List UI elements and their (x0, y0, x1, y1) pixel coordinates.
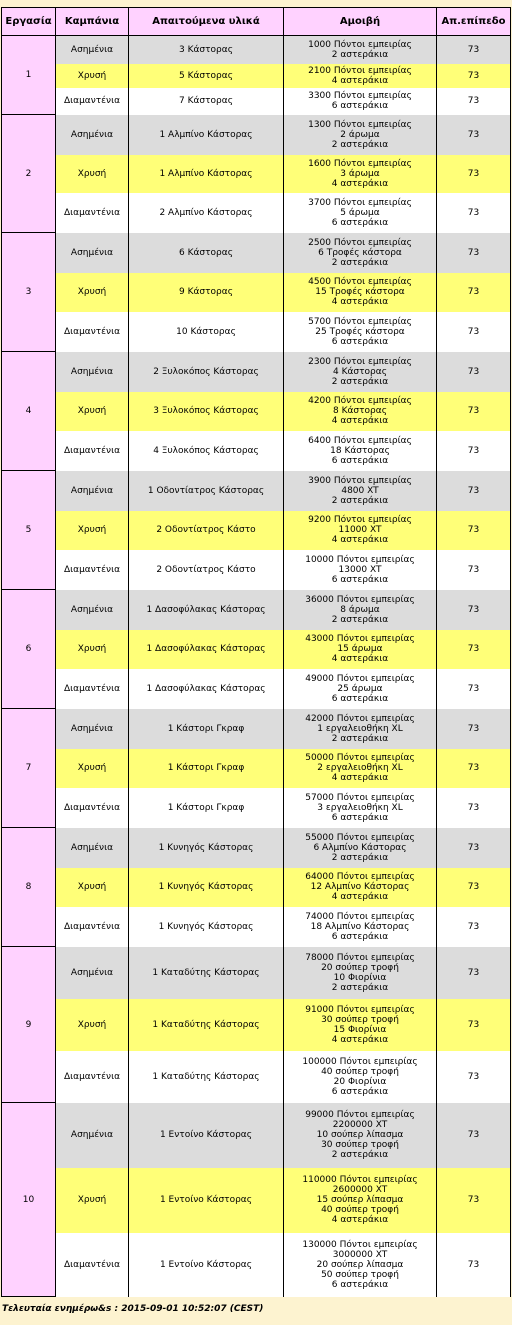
level-cell: 73 (437, 431, 511, 471)
reward-cell (284, 36, 437, 64)
reward-cell (284, 431, 437, 471)
quest-table (1, 7, 511, 1297)
level-cell: 73 (437, 999, 511, 1051)
campaign-cell: Διαμαντένια (56, 907, 129, 947)
table-row (2, 88, 511, 115)
reward-cell (284, 999, 437, 1051)
campaign-cell: Ασημένια (56, 1103, 129, 1168)
reward-line: 20 σούπερ λίπασμα (316, 1259, 404, 1270)
campaign-cell: Χρυσή (56, 155, 129, 193)
table-row (2, 312, 511, 352)
last-updated: Τελευταία ενημέρω&s : 2015-09-01 10:52:07 (CEST) (2, 1304, 264, 1314)
reward-line: 4200 Πόντοι εμπειρίας (308, 396, 412, 406)
table-row (2, 392, 511, 431)
reward-cell (284, 1168, 437, 1233)
reward-line: 15 Φιορίνια (333, 1024, 387, 1035)
reward-line: 6 αστεράκια (331, 1279, 389, 1290)
reward-line: 4 αστεράκια (331, 773, 389, 783)
reward-line: 6 αστεράκια (331, 574, 389, 585)
reward-line: 2 αστεράκια (331, 733, 389, 744)
reward-line: 49000 Πόντοι εμπειρίας (305, 673, 415, 684)
level-cell: 73 (437, 392, 511, 431)
reward-cell (284, 273, 437, 312)
reward-line: 8 Κάστορας (333, 406, 387, 416)
reward-line: 8 άρωμα (340, 604, 380, 615)
level-cell: 73 (437, 1168, 511, 1233)
reward-line: 6 αστεράκια (331, 1086, 389, 1097)
reward-line: 2 άρωμα (340, 129, 380, 140)
campaign-cell: Χρυσή (56, 64, 129, 88)
materials-cell: 1 Κάστορι Γκραφ (129, 709, 284, 749)
table-row (2, 907, 511, 947)
task-number: 4 (2, 352, 56, 471)
reward-cell (284, 709, 437, 749)
materials-cell: 1 Δασοφύλακας Κάστορας (129, 669, 284, 709)
campaign-cell: Χρυσή (56, 273, 129, 312)
reward-line: 20 Φιορίνια (333, 1076, 387, 1087)
table-row (2, 1103, 511, 1168)
level-cell: 73 (437, 88, 511, 115)
reward-line: 10 Φιορίνια (333, 972, 387, 983)
reward-line: 100000 Πόντοι εμπειρίας (302, 1056, 418, 1067)
level-cell: 73 (437, 1051, 511, 1103)
materials-cell: 2 Αλμπίνο Κάστορας (129, 193, 284, 233)
table-row (2, 193, 511, 233)
reward-line: 78000 Πόντοι εμπειρίας (305, 952, 415, 963)
header-reward: Αμοιβή (284, 8, 437, 36)
campaign-cell: Ασημένια (56, 709, 129, 749)
task-number: 1 (2, 36, 56, 115)
reward-cell (284, 471, 437, 511)
materials-cell: 1 Δασοφύλακας Κάστορας (129, 590, 284, 630)
reward-line: 3900 Πόντοι εμπειρίας (308, 475, 412, 486)
reward-line: 2 αστεράκια (331, 614, 389, 625)
reward-line: 74000 Πόντοι εμπειρίας (305, 911, 415, 922)
materials-cell: 1 Κυνηγός Κάστορας (129, 828, 284, 868)
campaign-cell: Ασημένια (56, 352, 129, 392)
level-cell: 73 (437, 630, 511, 669)
reward-line: 18 Κάστορας (330, 445, 390, 456)
reward-line: 4 αστεράκια (331, 297, 389, 307)
materials-cell: 1 Καταδύτης Κάστορας (129, 999, 284, 1051)
level-cell: 73 (437, 115, 511, 155)
reward-line: 4 αστεράκια (331, 1034, 389, 1045)
reward-line: 10 σούπερ λίπασμα (316, 1130, 404, 1140)
level-cell: 73 (437, 590, 511, 630)
table-row (2, 233, 511, 273)
table-row (2, 999, 511, 1051)
reward-line: 50000 Πόντοι εμπειρίας (305, 753, 415, 763)
campaign-cell: Ασημένια (56, 590, 129, 630)
reward-cell (284, 115, 437, 155)
materials-cell: 2 Οδοντίατρος Κάστο (129, 511, 284, 550)
reward-line: 4 αστεράκια (331, 178, 389, 189)
campaign-cell: Χρυσή (56, 749, 129, 788)
table-row (2, 788, 511, 828)
materials-cell: 1 Καταδύτης Κάστορας (129, 947, 284, 999)
level-cell: 73 (437, 193, 511, 233)
level-cell: 73 (437, 868, 511, 907)
materials-cell: 2 Ξυλοκόπος Κάστορας (129, 352, 284, 392)
materials-cell: 1 Εντοίνο Κάστορας (129, 1103, 284, 1168)
materials-cell: 1 Οδοντίατρος Κάστορας (129, 471, 284, 511)
reward-line: 13000 XT (338, 564, 382, 575)
reward-cell (284, 669, 437, 709)
reward-line: 2 αστεράκια (331, 852, 389, 863)
reward-cell (284, 392, 437, 431)
reward-line: 4 αστεράκια (331, 535, 389, 545)
reward-cell (284, 1051, 437, 1103)
level-cell: 73 (437, 669, 511, 709)
reward-cell (284, 868, 437, 907)
level-cell: 73 (437, 312, 511, 352)
materials-cell: 1 Εντοίνο Κάστορας (129, 1233, 284, 1297)
reward-cell (284, 88, 437, 115)
table-row (2, 709, 511, 749)
reward-line: 40 σούπερ τροφή (321, 1205, 399, 1215)
task-number: 10 (2, 1103, 56, 1297)
reward-line: 2 αστεράκια (331, 376, 389, 387)
reward-line: 6 αστεράκια (331, 812, 389, 823)
materials-cell: 1 Δασοφύλακας Κάστορας (129, 630, 284, 669)
level-cell: 73 (437, 155, 511, 193)
reward-line: 6 αστεράκια (331, 336, 389, 347)
reward-line: 1000 Πόντοι εμπειρίας (308, 39, 412, 50)
campaign-cell: Χρυσή (56, 511, 129, 550)
campaign-cell: Ασημένια (56, 233, 129, 273)
materials-cell: 1 Καταδύτης Κάστορας (129, 1051, 284, 1103)
reward-line: 4 αστεράκια (331, 892, 389, 902)
materials-cell: 1 Κυνηγός Κάστορας (129, 868, 284, 907)
level-cell: 73 (437, 511, 511, 550)
reward-line: 42000 Πόντοι εμπειρίας (305, 713, 415, 724)
reward-line: 15 σούπερ λίπασμα (316, 1195, 404, 1205)
reward-line: 64000 Πόντοι εμπειρίας (305, 872, 415, 882)
table-row (2, 550, 511, 590)
reward-line: 4 αστεράκια (331, 1215, 389, 1225)
reward-line: 30 σούπερ τροφή (321, 1014, 399, 1025)
campaign-cell: Διαμαντένια (56, 88, 129, 115)
reward-line: 5700 Πόντοι εμπειρίας (308, 316, 412, 327)
reward-line: 2 αστεράκια (331, 257, 389, 268)
header-row (2, 8, 511, 36)
materials-cell: 3 Ξυλοκόπος Κάστορας (129, 392, 284, 431)
table-row (2, 431, 511, 471)
reward-line: 2 αστεράκια (331, 982, 389, 993)
header-materials: Απαιτούμενα υλικά (129, 8, 284, 36)
reward-line: 2 εργαλειοθήκη XL (317, 763, 403, 773)
reward-cell (284, 233, 437, 273)
reward-line: 4 αστεράκια (331, 654, 389, 664)
table-row (2, 36, 511, 64)
table-row (2, 1051, 511, 1103)
level-cell: 73 (437, 273, 511, 312)
header-level: Απ.επίπεδο (437, 8, 511, 36)
table-row (2, 273, 511, 312)
materials-cell: 4 Ξυλοκόπος Κάστορας (129, 431, 284, 471)
reward-line: 2 αστεράκια (331, 139, 389, 150)
reward-line: 6 αστεράκια (331, 217, 389, 228)
level-cell: 73 (437, 749, 511, 788)
campaign-cell: Χρυσή (56, 630, 129, 669)
campaign-cell: Ασημένια (56, 115, 129, 155)
reward-line: 4 αστεράκια (331, 416, 389, 426)
reward-cell (284, 193, 437, 233)
reward-line: 6 αστεράκια (331, 931, 389, 942)
table-row (2, 630, 511, 669)
campaign-cell: Ασημένια (56, 828, 129, 868)
reward-line: 4500 Πόντοι εμπειρίας (308, 277, 412, 287)
reward-line: 25 άρωμα (337, 683, 383, 694)
table-row (2, 352, 511, 392)
reward-cell (284, 947, 437, 999)
table-row (2, 1168, 511, 1233)
campaign-cell: Διαμαντένια (56, 431, 129, 471)
reward-line: 40 σούπερ τροφή (321, 1066, 399, 1077)
reward-line: 3000000 XT (332, 1249, 388, 1260)
campaign-cell: Ασημένια (56, 947, 129, 999)
table-row (2, 511, 511, 550)
table-row (2, 115, 511, 155)
reward-line: 2500 Πόντοι εμπειρίας (308, 237, 412, 248)
reward-line: 3 εργαλειοθήκη XL (317, 802, 403, 813)
reward-cell (284, 155, 437, 193)
materials-cell: 6 Κάστορας (129, 233, 284, 273)
materials-cell: 10 Κάστορας (129, 312, 284, 352)
quest-body (2, 36, 511, 1297)
reward-line: 91000 Πόντοι εμπειρίας (305, 1004, 415, 1015)
campaign-cell: Διαμαντένια (56, 669, 129, 709)
reward-line: 6 Αλμπίνο Κάστορας (313, 842, 407, 853)
reward-line: 36000 Πόντοι εμπειρίας (305, 594, 415, 605)
materials-cell: 7 Κάστορας (129, 88, 284, 115)
table-row (2, 64, 511, 88)
reward-line: 2600000 XT (332, 1185, 388, 1195)
reward-cell (284, 312, 437, 352)
task-number: 8 (2, 828, 56, 947)
task-number: 3 (2, 233, 56, 352)
reward-line: 130000 Πόντοι εμπειρίας (302, 1239, 418, 1250)
reward-cell (284, 590, 437, 630)
reward-line: 1600 Πόντοι εμπειρίας (308, 158, 412, 169)
level-cell: 73 (437, 352, 511, 392)
reward-line: 3700 Πόντοι εμπειρίας (308, 197, 412, 208)
materials-cell: 1 Κάστορι Γκραφ (129, 788, 284, 828)
reward-line: 3300 Πόντοι εμπειρίας (308, 91, 412, 101)
header-campaign: Καμπάνια (56, 8, 129, 36)
reward-line: 12 Αλμπίνο Κάστορας (310, 882, 410, 892)
campaign-cell: Διαμαντένια (56, 312, 129, 352)
reward-line: 57000 Πόντοι εμπειρίας (305, 792, 415, 803)
reward-line: 6 αστεράκια (331, 101, 389, 111)
reward-line: 1300 Πόντοι εμπειρίας (308, 119, 412, 130)
table-row (2, 155, 511, 193)
reward-line: 30 σούπερ τροφή (321, 1140, 399, 1150)
table-row (2, 590, 511, 630)
table-row (2, 669, 511, 709)
table-row (2, 749, 511, 788)
reward-line: 1 εργαλειοθήκη XL (317, 723, 403, 734)
level-cell: 73 (437, 64, 511, 88)
reward-cell (284, 630, 437, 669)
materials-cell: 3 Κάστορας (129, 36, 284, 64)
reward-cell (284, 828, 437, 868)
reward-line: 43000 Πόντοι εμπειρίας (305, 634, 415, 644)
reward-line: 6 Τροφές κάστορα (318, 247, 402, 258)
reward-line: 5 άρωμα (340, 207, 380, 218)
task-number: 2 (2, 115, 56, 233)
reward-line: 9200 Πόντοι εμπειρίας (308, 515, 412, 525)
materials-cell: 1 Κυνηγός Κάστορας (129, 907, 284, 947)
level-cell: 73 (437, 36, 511, 64)
level-cell: 73 (437, 709, 511, 749)
reward-line: 4 αστεράκια (331, 75, 389, 86)
reward-line: 2 αστεράκια (331, 495, 389, 506)
campaign-cell: Χρυσή (56, 999, 129, 1051)
campaign-cell: Διαμαντένια (56, 1233, 129, 1297)
table-row (2, 828, 511, 868)
table-row (2, 471, 511, 511)
task-number: 9 (2, 947, 56, 1103)
reward-cell (284, 788, 437, 828)
reward-line: 50 σούπερ τροφή (321, 1269, 399, 1280)
reward-line: 3 άρωμα (340, 168, 380, 179)
campaign-cell: Διαμαντένια (56, 550, 129, 590)
level-cell: 73 (437, 828, 511, 868)
reward-line: 20 σούπερ τροφή (321, 962, 399, 973)
task-number: 5 (2, 471, 56, 590)
materials-cell: 5 Κάστορας (129, 64, 284, 88)
reward-cell (284, 511, 437, 550)
campaign-cell: Χρυσή (56, 868, 129, 907)
level-cell: 73 (437, 471, 511, 511)
reward-line: 4 Κάστορας (333, 366, 387, 377)
materials-cell: 2 Οδοντίατρος Κάστο (129, 550, 284, 590)
reward-line: 25 Τροφές κάστορα (315, 326, 405, 337)
header-task: Εργασία (2, 8, 56, 36)
campaign-cell: Χρυσή (56, 1168, 129, 1233)
reward-line: 10000 Πόντοι εμπειρίας (305, 554, 415, 565)
campaign-cell: Διαμαντένια (56, 788, 129, 828)
reward-cell (284, 1233, 437, 1297)
materials-cell: 1 Αλμπίνο Κάστορας (129, 155, 284, 193)
reward-line: 2200000 XT (332, 1120, 388, 1130)
campaign-cell: Ασημένια (56, 471, 129, 511)
table-row (2, 947, 511, 999)
table-row (2, 1233, 511, 1297)
campaign-cell: Διαμαντένια (56, 193, 129, 233)
table-row (2, 868, 511, 907)
campaign-cell: Διαμαντένια (56, 1051, 129, 1103)
reward-cell (284, 907, 437, 947)
reward-line: 6 αστεράκια (331, 693, 389, 704)
reward-cell (284, 352, 437, 392)
reward-cell (284, 64, 437, 88)
level-cell: 73 (437, 550, 511, 590)
level-cell: 73 (437, 788, 511, 828)
reward-line: 2 αστεράκια (331, 1150, 389, 1160)
reward-line: 6 αστεράκια (331, 455, 389, 466)
reward-line: 110000 Πόντοι εμπειρίας (302, 1175, 418, 1185)
level-cell: 73 (437, 1233, 511, 1297)
level-cell: 73 (437, 1103, 511, 1168)
materials-cell: 1 Αλμπίνο Κάστορας (129, 115, 284, 155)
level-cell: 73 (437, 947, 511, 999)
reward-line: 2300 Πόντοι εμπειρίας (308, 356, 412, 367)
reward-cell (284, 1103, 437, 1168)
campaign-cell: Ασημένια (56, 36, 129, 64)
reward-line: 15 Τροφές κάστορα (315, 287, 405, 297)
reward-line: 18 Αλμπίνο Κάστορας (310, 921, 410, 932)
reward-line: 2 αστεράκια (331, 49, 389, 60)
level-cell: 73 (437, 233, 511, 273)
reward-line: 2100 Πόντοι εμπειρίας (308, 65, 412, 76)
reward-line: 4800 XT (341, 485, 379, 496)
reward-line: 15 άρωμα (337, 644, 383, 654)
reward-line: 11000 XT (338, 525, 382, 535)
task-number: 7 (2, 709, 56, 828)
campaign-cell: Χρυσή (56, 392, 129, 431)
materials-cell: 9 Κάστορας (129, 273, 284, 312)
reward-line: 55000 Πόντοι εμπειρίας (305, 832, 415, 843)
materials-cell: 1 Κάστορι Γκραφ (129, 749, 284, 788)
task-number: 6 (2, 590, 56, 709)
reward-line: 99000 Πόντοι εμπειρίας (305, 1110, 415, 1120)
reward-line: 6400 Πόντοι εμπειρίας (308, 435, 412, 446)
level-cell: 73 (437, 907, 511, 947)
reward-cell (284, 550, 437, 590)
materials-cell: 1 Εντοίνο Κάστορας (129, 1168, 284, 1233)
reward-cell (284, 749, 437, 788)
